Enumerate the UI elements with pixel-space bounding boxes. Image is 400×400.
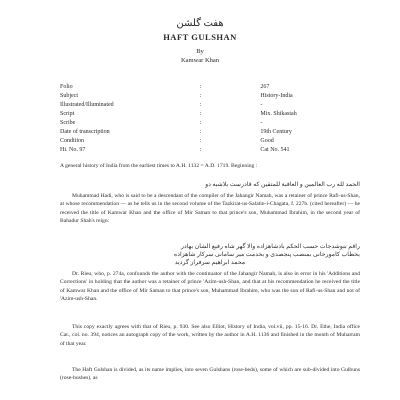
metadata-colon: :: [199, 84, 202, 90]
paragraph-structure: The Haft Gulshan is divided, as its name implies, into seven Gulshans (rose-beds), some of which are sub-divided into Gulbuns (rose-bushes), as: [60, 367, 360, 382]
metadata-key: Subject: [60, 93, 78, 99]
metadata-colon: :: [199, 102, 202, 108]
author-name: Kamwar Khan: [180, 57, 220, 64]
metadata-table: [60, 83, 400, 155]
metadata-key: Date of transcription: [60, 129, 110, 135]
metadata-value: 19th Century: [260, 129, 292, 135]
arabic-quote-line-3: محمد ابراهيم سرفراز گرديد: [174, 259, 246, 266]
paragraph-rieu: Dr. Rieu, who, p. 274a, confounds the author with the continuator of the Jahangir Namah, is also in error in his 'Additions and Corrections' in holding that the author was a retainer of prince 'Azim-ush-Shan, and that at his recommendation he received the title of Kamwar Khan and the office of Mir Saman to that prince's son, Muhammad Ibrahim, who was the son of Rafi-us-Shan and not of 'Azim-ush-Shan.: [60, 271, 360, 303]
metadata-key: Hi. No. 97: [60, 147, 86, 153]
arabic-incipit: الحمد لله رب العالمين و العاقبة للمتقين كه قادرست بلاشبه دو: [205, 181, 360, 188]
metadata-value: History-India: [260, 93, 293, 99]
metadata-key: Script: [60, 111, 75, 117]
metadata-colon: :: [199, 111, 202, 117]
metadata-row-script: [60, 110, 400, 119]
metadata-key: Condition: [60, 138, 85, 144]
paragraph-intro: A general history of India from the earliest times to A.H. 1132 = A.D. 1719. Beginning :: [60, 163, 258, 169]
metadata-value: 267: [260, 84, 270, 90]
paragraph-copy: This copy exactly agrees with that of Rieu, p. 930. See also Elliot, History of India, vol.vii, pp. 15-16. Dr. Ethe, India office Cat., col. no. 394, notices an autograph copy of the work, written by the author in A.H. 1136 and finished in the month of Muharram of that year.: [60, 324, 360, 347]
metadata-key: Scribe: [60, 120, 76, 126]
metadata-key: Illustrated/Illuminated: [60, 102, 114, 108]
metadata-row-number: [60, 146, 400, 155]
metadata-row-subject: [60, 92, 400, 101]
metadata-colon: :: [199, 147, 202, 153]
metadata-colon: :: [199, 138, 202, 144]
metadata-row-date: [60, 128, 400, 137]
metadata-value: Good: [260, 138, 274, 144]
title-english: HAFT GULSHAN: [163, 32, 237, 42]
metadata-value: -: [260, 120, 263, 126]
metadata-row-folio: [60, 83, 400, 92]
metadata-value: -: [260, 102, 263, 108]
metadata-row-illustrated: [60, 101, 400, 110]
metadata-row-condition: [60, 137, 400, 146]
metadata-value: Cat No. 541: [260, 147, 290, 153]
metadata-colon: :: [199, 93, 202, 99]
metadata-colon: :: [199, 129, 202, 135]
arabic-quote-line-1: راقم بنوشدجات حسب الحكم بادشاهزاده والا گهر شاه رفيع الشان بهادر: [180, 243, 360, 250]
paragraph-author: Muhammad Hadi, who is said to be a descendant of the compiler of the Jahangir Namah, was a retainer of prince Rafi-us-Shan, at whose recommendation — as he tells us in the second volume of the Tazkirat-us-Salatin-i-Chagata, f. 227b. (cited hereafter) — he received the title of Kamwar Khan and the office of Mir Saman to that prince's son, Muhammad Ibrahim, in the second year of Bahadur Shah's reign:: [60, 193, 360, 225]
metadata-key: Folio: [60, 84, 73, 90]
metadata-row-scribe: [60, 119, 400, 128]
metadata-colon: :: [199, 120, 202, 126]
title-arabic: هفت گلشن: [176, 18, 224, 29]
metadata-value: Mix. Shikastah: [260, 111, 297, 117]
arabic-quote-line-2: بخطاب كامورخانى بمنصب پنجصدى و بخدمت مير سامانى سركار شاهزاده: [174, 251, 360, 258]
by-label: By: [196, 48, 204, 55]
